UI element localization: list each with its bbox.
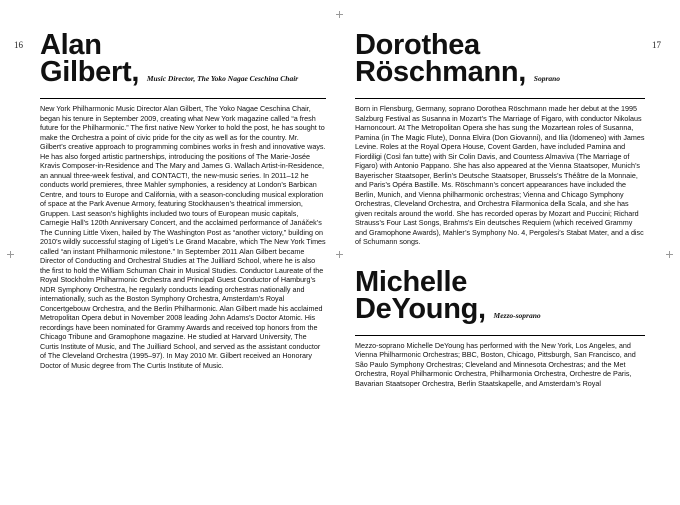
- roschmann-bio-text: Born in Flensburg, Germany, soprano Dorothea Röschmann made her debut at the 1995 Salzburg Festival as Susanna in Mozart’s The Marriage of Figaro, with conductor Nikolaus Harnoncourt. At The Metropolitan Opera she has sung the Mozartean roles of Susanna, Pamina (in The Magic Flute), Donna Elvira (Don Giovanni), and Ilia (Idomeneo) with James Levine. Roles at the Royal Opera House, Covent Garden, have included Pamina and Fiordiligi (Così fan tutte) with Sir Colin Davis, and Countess Almaviva (The Marriage of Figaro) with Antonio Pappano. She has also appeared at the Vienna Staatsoper, Munich’s Bayerischer Staatsoper, Berlin’s Deutsche Staatsoper, Brussels’s Théâtre de la Monnaie, and Paris’s Opéra Bastille. Ms. Röschmann’s concert appearances have included the Berlin, Munich, and Vienna philharmonic orchestras; Vienna and Chicago Symphony Orchestras, Cleveland Orchestra, and Orchestra Filarmonica della Scala, and she has given recitals around the world. She has recorded operas by Mozart and Puccini; Richard Strauss’s Four Last Songs, Brahms’s Ein deutsches Requiem (which received Grammy and Gramophone Awards), Mahler’s Symphony No. 4, Pergolesi’s Stabat Mater, and a disc of Schumann songs.: [355, 104, 645, 246]
- roschmann-name-last: Röschmann,: [355, 56, 527, 88]
- gilbert-role: Music Director, The Yoko Nagae Ceschina Chair: [146, 74, 299, 83]
- crop-mark-right: [666, 251, 673, 258]
- gilbert-bio-text: New York Philharmonic Music Director Alan Gilbert, The Yoko Nagae Ceschina Chair, began his tenure in September 2009, creating what New York magazine called “a fresh future for the Philharmonic.” The first native New Yorker to hold the post, he has sought to make the Orchestra a point of civic pride for the city as well as for the country. Mr. Gilbert’s creative approach to programming combines works in fresh and innovative ways. He has also forged artistic partnerships, introducing the positions of The Marie-Josée Kravis Composer-in-Residence and The Mary and James G. Wallach Artist-in-Residence, an annual three-week festival, and CONTACT!, the new-music series. In 2011–12 he conducts world premieres, three Mahler symphonies, a residency at London’s Barbican Centre, and tours to Europe and California, with a season-concluding musical exploration of space at the Park Avenue Armory, featuring Stockhausen’s theatrical immersion, Gruppen. Last season’s highlights included two tours of European music capitals, Carnegie Hall’s 120th Anniversary Concert, and the acclaimed performance of Janáček’s The Cunning Little Vixen, hailed by The Washington Post as “another victory,” building on 2010’s wildly successful staging of Ligeti’s Le Grand Macabre, which The New York Times called “an instant Philharmonic milestone.” In September 2011 Alan Gilbert became Director of Conducting and Orchestral Studies at The Juilliard School, where he is also the first to hold the William Schuman Chair in Musical Studies. Conductor Laureate of the Royal Stockholm Philharmonic Orchestra and Principal Guest Conductor of Hamburg’s NDR Symphony Orchestra, he regularly conducts leading orchestras nationally and internationally, such as the Boston Symphony Orchestra, Amsterdam’s Royal Concertgebouw Orchestra, and the Berlin Philharmonic. Alan Gilbert made his acclaimed Metropolitan Opera debut in November 2008 leading John Adams’s Doctor Atomic. His recordings have been nominated for Grammy Awards and received top honors from the Chicago Tribune and Gramophone magazine. He studied at Harvard University, The Curtis Institute of Music, and The Juilliard School, and served as the assistant conductor of The Cleveland Orchestra (1995–97). In May 2010 Mr. Gilbert received an Honorary Doctor of Music degree from The Curtis Institute of Music.: [40, 104, 326, 370]
- roschmann-heading: [355, 29, 645, 92]
- roschmann-bio: [355, 104, 645, 247]
- deyoung-bio-text: Mezzo-soprano Michelle DeYoung has performed with the New York, Los Angeles, and Vienna Philharmonic Orchestras; BBC, Boston, Chicago, Pittsburgh, San Francisco, and São Paulo Symphony Orchestras; Cleveland and Minnesota Orchestras; and the Met Orchestra, Royal Philharmonic Orchestra, Philharmonia Orchestra, Orchestre de Paris, Bavarian Staatsoper Orchestra, Berlin Staatskapelle, and Amsterdam’s Royal: [355, 340, 636, 388]
- page-number-left: 16: [14, 40, 23, 50]
- deyoung-role: Mezzo-soprano: [493, 310, 541, 320]
- crop-mark-left: [7, 251, 14, 258]
- page-number-right: 17: [652, 40, 661, 50]
- gilbert-heading: [40, 29, 326, 92]
- gilbert-bio: [40, 104, 326, 370]
- roschmann-role: Soprano: [533, 74, 561, 83]
- crop-mark-center: [336, 251, 343, 258]
- gilbert-bio-section: [40, 29, 326, 370]
- gilbert-name-first: Alan: [40, 29, 102, 61]
- gilbert-name-last: Gilbert,: [40, 56, 140, 88]
- roschmann-deyoung-section: [355, 29, 645, 388]
- deyoung-name-last: DeYoung,: [355, 292, 486, 325]
- deyoung-bio: [355, 341, 645, 389]
- roschmann-name-first: Dorothea: [355, 29, 480, 61]
- roschmann-rule: [355, 98, 645, 99]
- deyoung-rule: [355, 335, 645, 336]
- gilbert-rule: [40, 98, 326, 99]
- crop-mark-top: [336, 11, 343, 18]
- deyoung-heading: [355, 265, 645, 329]
- deyoung-name-first: Michelle: [355, 265, 468, 298]
